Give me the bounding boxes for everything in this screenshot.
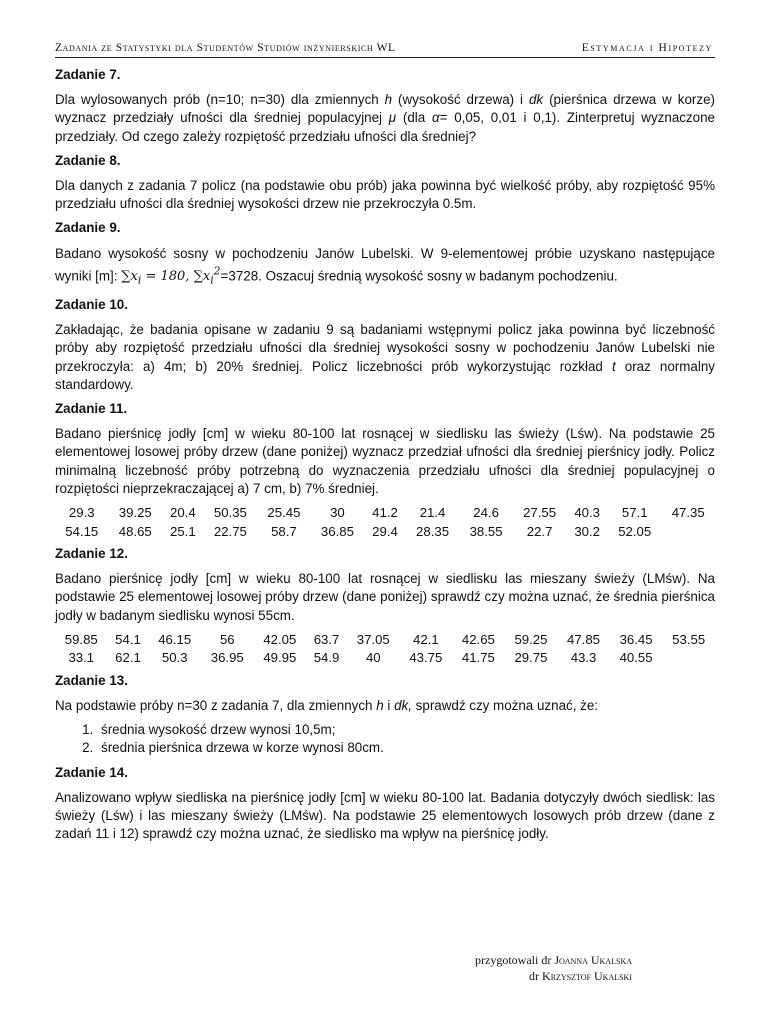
task-7 [55,66,715,146]
formula-superscript: 2 [213,264,221,278]
table-cell: 22.7 [526,523,553,539]
text-run: (wysokość drzewa) i [392,92,529,108]
table-cell: 25.1 [170,523,196,539]
table-cell: 25.45 [267,505,301,521]
task-text [55,321,715,394]
task-text: Dla danych z zadania 7 policz (na podstawie obu prób) jaka powinna być wielkość próby, aby rozpiętość 95% przedziału ufności dla średniej wysokości drzew nie przekroczyła 0.5m. [55,178,715,212]
task-text [55,91,715,146]
task-heading: Zadanie 10. [55,296,128,312]
table-cell: 59.85 [64,631,98,647]
document-body [55,66,715,849]
task-12 [55,545,715,668]
text-run: i [383,698,395,713]
table-cell: 54.15 [65,523,99,539]
task-11 [55,400,715,541]
table-cell: 58.7 [271,523,297,539]
text-run: oraz normalny standardowy. [55,358,715,392]
task-heading: Zadanie 7. [55,67,121,82]
table-cell: 52.05 [618,523,652,539]
data-table [55,631,715,668]
author-line [475,952,632,968]
task-heading: Zadanie 14. [55,764,128,780]
formula-part: = 180, [141,269,194,285]
task-heading: Zadanie 11. [55,400,128,416]
table-cell: 38.55 [469,523,503,539]
table-cell: 40 [365,650,381,666]
table-cell: 53.55 [672,631,706,647]
table-cell: 47.85 [567,631,601,647]
table-cell: 29.4 [372,523,398,539]
text-run: sprawdź czy można uznać, że: [411,698,599,713]
symbol-alpha: α [431,110,440,126]
table-cell: 48.65 [118,523,152,539]
table-cell: 42.1 [413,631,439,647]
table-cell: 36.45 [619,631,653,647]
var-h: h [376,698,384,713]
var-dk: dk [528,92,544,108]
text-run: =3728. Oszacuj średnią wysokość sosny w badanym pochodzeniu. [220,268,618,284]
formula-part: ∑x [193,269,211,285]
task-heading: Zadanie 13. [55,672,128,688]
table-cell: 36.85 [320,523,354,539]
table-cell: 42.05 [263,631,297,647]
table-cell: 33.1 [68,650,95,666]
table-cell: 40.3 [574,505,600,521]
table-row [55,631,715,650]
table-cell: 27.55 [523,505,557,521]
table-cell: 40.55 [619,650,653,666]
table-cell: 30 [330,505,345,521]
table-cell: 20.4 [170,505,196,521]
authors-footer [475,952,632,984]
symbol-mu: μ [388,110,397,126]
task-text [55,245,715,290]
text-run: (pierśnica drzewa w korze) wyznacz przedziały ufności dla średniej populacyjnej [55,92,715,126]
text-run: (dla [396,110,432,126]
task-8 [55,152,715,214]
task-9 [55,219,715,290]
table-cell: 62.1 [115,650,141,666]
var-dk: dk, [394,698,412,713]
header-title: Zadania ze Statystyki dla Studentów Studiów inżynierskich WL [55,42,396,54]
author-prefix: przygotowali dr [475,953,555,967]
text-run: = 0,05, 0,01 i 0,1). Zinterpretuj wyznaczone przedziały. Od czego zależy rozpiętość przedziału ufności dla średniej? [55,110,715,144]
list-item: 1. średnia wysokość drzew wynosi 10,5m; [97,721,715,739]
table-cell: 29.75 [514,650,548,666]
formula-subscript: i [210,273,214,287]
text-run: Dla wylosowanych prób (n=10; n=30) dla zmiennych [55,92,385,108]
list-item: 2. średnia pierśnica drzewa w korze wynosi 80cm. [97,739,715,757]
table-cell: 57.1 [621,505,648,521]
table-cell: 42.65 [461,631,495,647]
table-cell: 43.3 [570,650,597,666]
table-cell: 24.6 [473,505,499,521]
table-cell: 50.35 [213,505,247,521]
table-cell [661,522,715,541]
table-cell: 29.3 [68,505,95,521]
table-cell: 41.2 [372,505,398,521]
table-cell: 63.7 [313,631,340,647]
table-cell: 43.75 [409,650,443,666]
table-cell: 59.25 [514,631,548,647]
table-cell: 37.05 [356,631,390,647]
table-cell: 50.3 [161,650,188,666]
table-cell: 28.35 [416,523,450,539]
table-cell: 47.35 [671,505,705,521]
task-text: Analizowano wpływ siedliska na pierśnicę jodły [cm] w wieku 80-100 lat. Badania dotyczyły dwóch siedlisk: las świeży (Lśw) i las mieszany świeży (LMśw). Na podstawie 25 elementowych losowych prób drzew (dane z zadań 11 i 12) sprawdź czy można uznać, że siedlisko ma wpływ na pierśnicę jodły. [55,789,715,842]
var-t: t [611,358,616,374]
data-table [55,504,715,541]
formula-subscript: i [137,273,142,287]
author-line [475,968,632,984]
task-heading: Zadanie 12. [55,545,128,561]
table-cell: 36.95 [210,650,244,666]
table-cell [662,649,715,668]
formula-sum-x2 [193,264,221,287]
task-14 [55,764,715,844]
table-row [55,504,715,523]
author-name: Krzysztof Ukalski [542,969,632,983]
table-cell: 56 [219,631,235,647]
table-cell: 39.25 [118,505,152,521]
task-text [55,697,715,715]
table-cell: 54.1 [115,631,141,647]
table-cell: 54.9 [313,650,340,666]
var-h: h [384,92,393,108]
formula-sum-x [121,269,194,287]
task-13 [55,672,715,758]
text-run: Zakładając, że badania opisane w zadaniu 9 są badaniami wstępnymi policz jaka powinna być liczebność próby aby rozpiętość przedziału ufności dla średniej wysokości sosny w pochodzeniu Janów Lubelski nie przekroczyła: a) 4m; b) 20% średniej. Policz liczebności prób wykorzystując rozkład [55,322,715,374]
page-header [55,41,715,58]
author-prefix: dr [529,969,543,983]
table-row [55,649,715,668]
numbered-list [55,721,715,757]
text-run: Na podstawie próby n=30 z zadania 7, dla zmiennych [55,698,377,713]
formula-part: ∑x [121,269,138,285]
text-run: Badano wysokość sosny w pochodzeniu Janów Lubelski. W 9-elementowej próbie uzyskano następujące wyniki [m]: [55,245,715,284]
task-heading: Zadanie 9. [55,220,121,236]
table-cell: 21.4 [419,505,446,521]
header-section: Estymacja i Hipotezy [581,42,713,54]
task-text: Badano pierśnicę jodły [cm] w wieku 80-100 lat rosnącej w siedlisku las świeży (Lśw). Na podstawie 25 elementowej losowej próby drzew (dane poniżej) wyznacz przedział ufności dla średniej pierśnicy jodły. Policz minimalną liczebność próby potrzebną do wyznaczenia przedziału ufności dla średniej populacyjnej o rozpiętości nieprzekraczającej a) 7 cm, b) 7% średniej. [55,426,715,496]
table-cell: 22.75 [213,523,247,539]
author-name: Joanna Ukalska [554,953,632,967]
table-row [55,522,715,541]
table-cell: 41.75 [461,650,495,666]
task-10 [55,296,715,394]
table-cell: 46.15 [158,631,192,647]
task-heading: Zadanie 8. [55,152,121,168]
table-cell: 49.95 [263,650,297,666]
task-text: Badano pierśnicę jodły [cm] w wieku 80-100 lat rosnącej w siedlisku las mieszany świeży (LMśw). Na podstawie 25 elementowej losowej próby drzew (dane poniżej) sprawdź czy można uznać, że średnia pierśnica jodły w badanym siedlisku wynosi 55cm. [55,571,715,623]
table-cell: 30.2 [574,523,600,539]
